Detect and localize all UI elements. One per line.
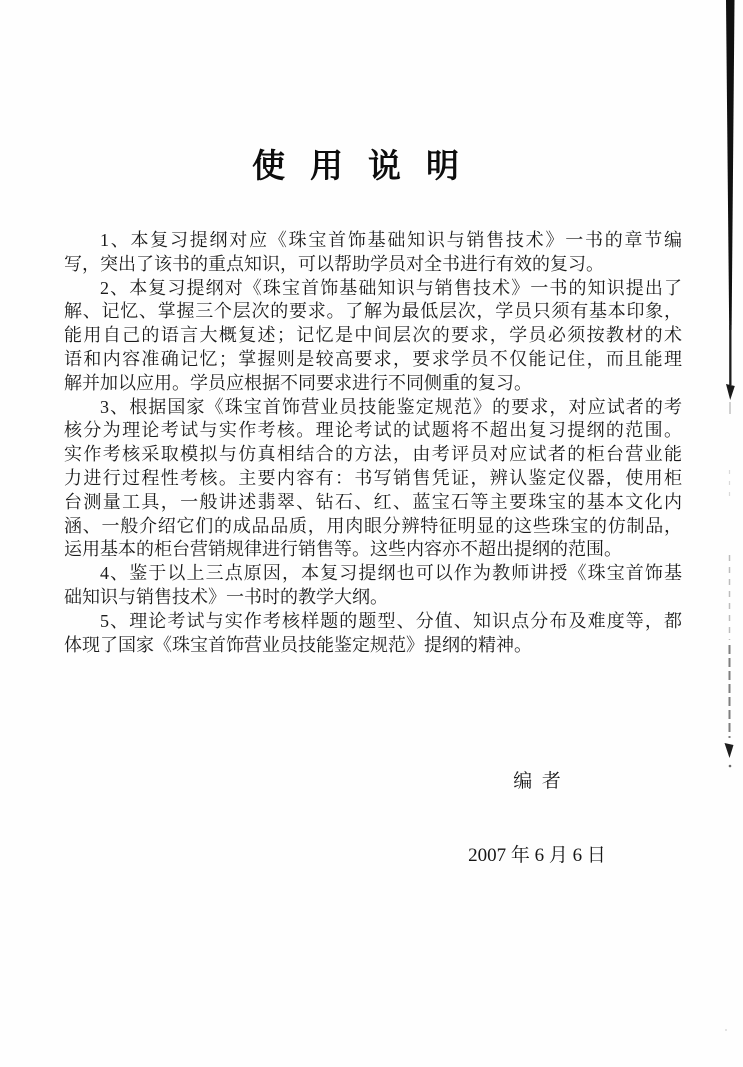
paragraph-5-line: 5、理论考试与实作考核样题的题型、分值、知识点分布及难度等，都 bbox=[100, 610, 682, 631]
paragraph-3-line: 台测量工具，一般讲述翡翠、钻石、红、蓝宝石等主要珠宝的基本文化内 bbox=[64, 491, 682, 512]
paragraph-2-line: 语和内容准确记忆；掌握则是较高要求，要求学员不仅能记住，而且能理 bbox=[64, 348, 682, 369]
page-title: 使用说明 bbox=[252, 149, 484, 185]
signature-author: 编 者 bbox=[513, 771, 561, 792]
paragraph-3-line: 3、根据国家《珠宝首饰营业员技能鉴定规范》的要求，对应试者的考 bbox=[100, 396, 682, 417]
paragraph-4-line: 础知识与销售技术》一书时的教学大纲。 bbox=[64, 586, 388, 607]
paragraph-2-line: 2、本复习提纲对《珠宝首饰基础知识与销售技术》一书的知识提出了 bbox=[100, 277, 682, 298]
signature-date: 2007 年 6 月 6 日 bbox=[468, 844, 606, 866]
paragraph-3-line: 运用基本的柜台营销规律进行销售等。这些内容亦不超出提纲的范围。 bbox=[64, 539, 622, 560]
body-text bbox=[64, 229, 682, 657]
paragraph-2-line: 解、记忆、掌握三个层次的要求。了解为最低层次，学员只须有基本印象， bbox=[64, 301, 682, 322]
paragraph-1-line: 1、本复习提纲对应《珠宝首饰基础知识与销售技术》一书的章节编 bbox=[100, 230, 682, 250]
paragraph-3-line: 涵、一般介绍它们的成品品质，用肉眼分辨特征明显的这些珠宝的仿制品， bbox=[64, 515, 682, 536]
paragraph-5-line: 体现了国家《珠宝首饰营业员技能鉴定规范》提纲的精神。 bbox=[64, 634, 532, 655]
paragraph-2-line: 能用自己的语言大概复述；记忆是中间层次的要求，学员必须按教材的术 bbox=[64, 325, 682, 346]
paragraph-1-line: 写，突出了该书的重点知识，可以帮助学员对全书进行有效的复习。 bbox=[64, 253, 604, 274]
paragraph-3-line: 实作考核采取模拟与仿真相结合的方法，由考评员对应试者的柜台营业能 bbox=[64, 444, 682, 465]
paragraph-3-line: 力进行过程性考核。主要内容有：书写销售凭证，辨认鉴定仪器，使用柜 bbox=[64, 467, 682, 488]
paragraph-4-line: 4、鉴于以上三点原因，本复习提纲也可以作为教师讲授《珠宝首饰基 bbox=[100, 563, 682, 584]
paragraph-3-line: 核分为理论考试与实作考核。理论考试的试题将不超出复习提纲的范围。 bbox=[64, 420, 682, 441]
signature-block bbox=[437, 721, 637, 917]
paragraph-2-line: 解并加以应用。学员应根据不同要求进行不同侧重的复习。 bbox=[64, 372, 532, 393]
